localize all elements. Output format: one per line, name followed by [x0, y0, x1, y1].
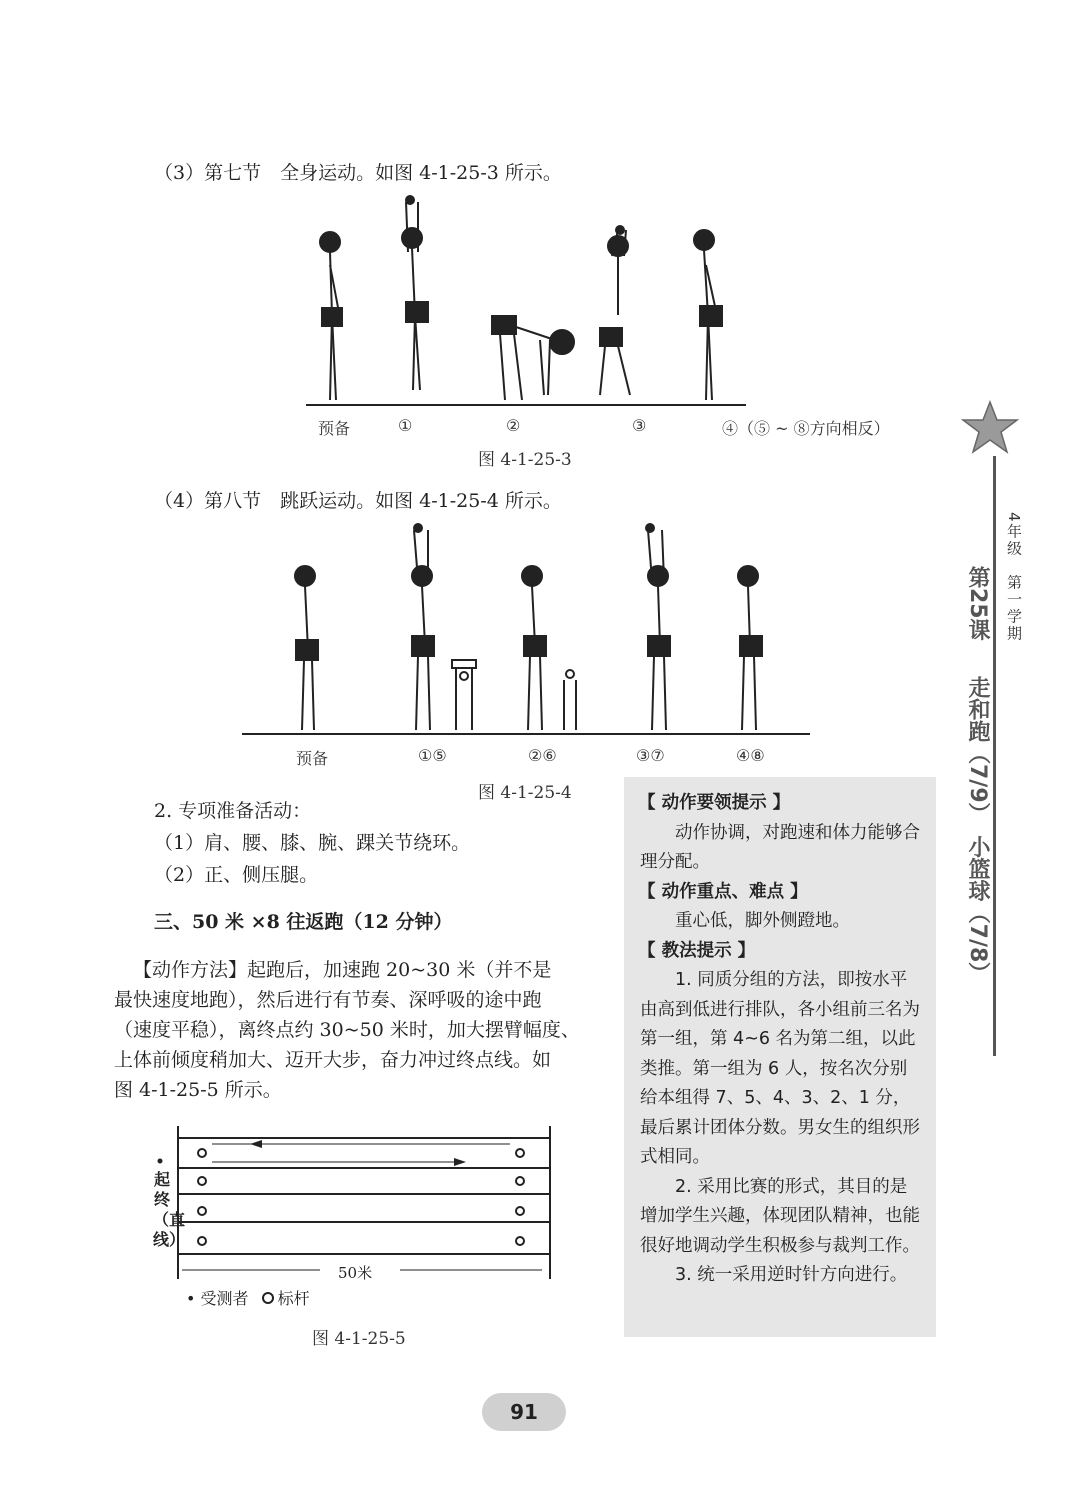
sidebar-topic: 走和跑（7/9） 小篮球（7/8） — [965, 676, 990, 985]
legend-pole: 标杆 — [277, 1289, 310, 1308]
figure-5-caption: 图 4-1-25-5 — [312, 1329, 406, 1349]
teaching-tips-box — [624, 777, 936, 1337]
track-legend — [186, 1286, 310, 1309]
figure-4-labels — [296, 746, 796, 768]
tip-text-method-3: 3. 统一采用逆时针方向进行。 — [675, 1265, 908, 1285]
figure-3-label: ③ — [632, 416, 647, 435]
section-3-heading: （3）第七节 全身运动。如图 4-1-25-3 所示。 — [154, 162, 562, 184]
sidebar-grade-semester: 4年级 第一学期 — [1005, 512, 1023, 643]
tip-text-key-points: 动作协调，对跑速和体力能够合理分配。 — [640, 822, 920, 872]
figure-4-label: 预备 — [296, 749, 329, 768]
section-4-heading: （4）第八节 跳跃运动。如图 4-1-25-4 所示。 — [154, 490, 562, 512]
run-line: 【动作方法】起跑后，加速跑 20~30 米（并不是 — [133, 959, 552, 981]
run-line: （速度平稳），离终点约 30~50 米时，加大摆臂幅度、 — [114, 1019, 580, 1041]
track-distance-label: 50米 — [338, 1264, 373, 1282]
figure-3-ground-line — [306, 404, 746, 406]
figure-4-ground-line — [242, 733, 810, 735]
sidebar-lesson: 第25课 — [965, 566, 990, 641]
run-line: 上体前倾度稍加大、迈开大步，奋力冲过终点线。如 — [114, 1049, 552, 1071]
run-heading: 三、50 米 ×8 往返跑（12 分钟） — [154, 911, 453, 933]
figure-4-1-25-4-drawing — [270, 520, 790, 735]
page-number: 91 — [482, 1393, 566, 1431]
star-icon — [960, 400, 1020, 456]
legend-tester: • 受测者 — [186, 1289, 249, 1308]
figure-3-label: 预备 — [318, 419, 351, 438]
sidebar-divider — [993, 456, 996, 1056]
figure-4-1-25-3-drawing — [300, 190, 760, 410]
run-line: 最快速度地跑），然后进行有节奏、深呼吸的途中跑 — [114, 989, 542, 1011]
run-line: 图 4-1-25-5 所示。 — [114, 1079, 282, 1101]
figure-3-caption: 图 4-1-25-3 — [478, 450, 572, 470]
figure-4-caption: 图 4-1-25-4 — [478, 783, 572, 803]
figure-4-label: ④⑧ — [736, 746, 765, 765]
figure-4-label: ③⑦ — [636, 746, 665, 765]
figure-3-labels — [318, 416, 918, 438]
figure-4-label: ②⑥ — [528, 746, 557, 765]
tip-text-method-2: 2. 采用比赛的形式，其目的是增加学生兴趣，体现团队精神，也能很好地调动学生积极参与裁判工作。 — [640, 1176, 920, 1256]
figure-3-label: ② — [506, 416, 521, 435]
tip-text-focus: 重心低，脚外侧蹬地。 — [675, 911, 850, 931]
tip-heading-key-points: 【 动作要领提示 】 — [638, 793, 791, 813]
figure-3-label: ④（⑤ ~ ⑧方向相反） — [722, 419, 890, 438]
prep-title: 2. 专项准备活动： — [154, 800, 312, 822]
pole-icon — [262, 1292, 274, 1304]
tip-text-method-1: 1. 同质分组的方法，即按水平由高到低进行排队，各小组前三名为第一组，第 4~6 名为第二组，以此类推。第一组为 6 人，按名次分别给本组得 7、5、4、3、2、1 分，最后累计团体分数。男女生的组织形式相同。 — [640, 970, 920, 1167]
figure-3-label: ① — [398, 416, 413, 435]
run-method-text — [114, 955, 614, 1105]
figure-4-label: ①⑤ — [418, 746, 447, 765]
figure-4-1-25-5-track — [150, 1124, 560, 1284]
tip-heading-method: 【 教法提示 】 — [638, 940, 756, 961]
track-start-label: 起终（直线） — [153, 1170, 186, 1249]
tip-heading-focus: 【 动作重点、难点 】 — [638, 881, 808, 902]
prep-item-1: （1）肩、腰、膝、腕、踝关节绕环。 — [154, 832, 471, 854]
prep-item-2: （2）正、侧压腿。 — [154, 864, 319, 886]
